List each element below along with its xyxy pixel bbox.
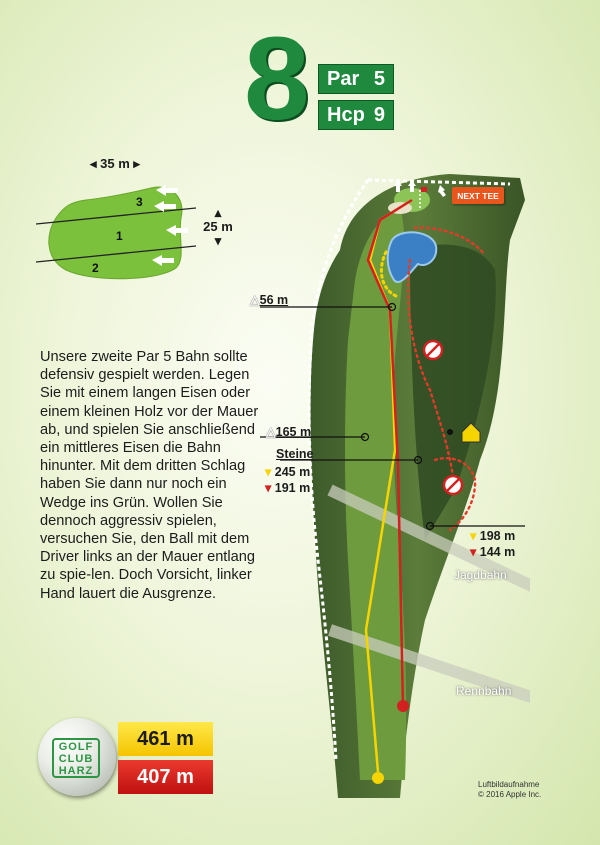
green-width-label: 35 m [100,156,130,171]
yellow-tee-length: 461 m [118,722,213,756]
red-tee-marker [397,700,409,712]
distance-56: △56 m [250,293,289,307]
road-rennbahn: Rennbahn [456,684,512,698]
distance-245: ▾ 245 m [265,465,311,479]
distance-165: △165 m [266,425,312,439]
logo-line-3: HARZ [58,765,94,777]
green-zone-2: 2 [92,261,99,275]
par-badge [318,64,394,94]
credit-line-2: © 2016 Apple Inc. [478,790,542,799]
club-logo [52,738,100,778]
green-zone-1: 1 [116,229,123,243]
road-jagdbahn: Jagdbahn [454,568,507,582]
hcp-label: Hcp [327,103,365,126]
no-entry-icon [444,476,462,494]
hole-number: 8 [244,13,310,145]
logo-line-2: CLUB [58,753,94,765]
par-label: Par [327,67,360,90]
green-width: ◂ 35 m ▸ [90,156,140,171]
hole-description: Unsere zweite Par 5 Bahn sollte defensiv gespielt werden. Legen Sie mit einem langen Eisen oder einem kleinen Holz vor der Mauer ab, und spielen Sie anschließend ein mittleres Eisen die Bahn hinunter. Mit dem dritten Schlag haben Sie dann nur noch ein Wedge ins Grün. Wollen Sie dennoch aggressiv spielen, versuchen Sie, den Ball mit dem Driver links an der Mauer entlang zu spie-len. Doch Vorsicht, linker Hand lauert die Ausgrenze. [40,349,259,602]
logo-line-1: GOLF [58,741,94,753]
par-value: 5 [373,67,385,90]
hcp-badge [318,100,394,130]
yellow-tee-marker [372,772,384,784]
distance-198: ▾ 198 m [470,529,516,543]
credit-line-1: Luftbildaufnahme [478,780,540,789]
green-depth-label: 25 m [203,219,233,234]
green-zone-3: 3 [136,195,143,209]
red-tee-length: 407 m [118,760,213,794]
next-tee-sign: NEXT TEE [452,187,504,204]
distance-191: ▾ 191 m [265,481,311,495]
green-diagram [36,178,196,288]
steine-label: Steine [276,447,314,461]
green-depth: ▴ 25 m ▾ [203,205,233,248]
distance-144: ▾ 144 m [470,545,516,559]
hcp-value: 9 [373,103,385,126]
image-credit [478,780,541,800]
no-entry-icon [424,341,442,359]
